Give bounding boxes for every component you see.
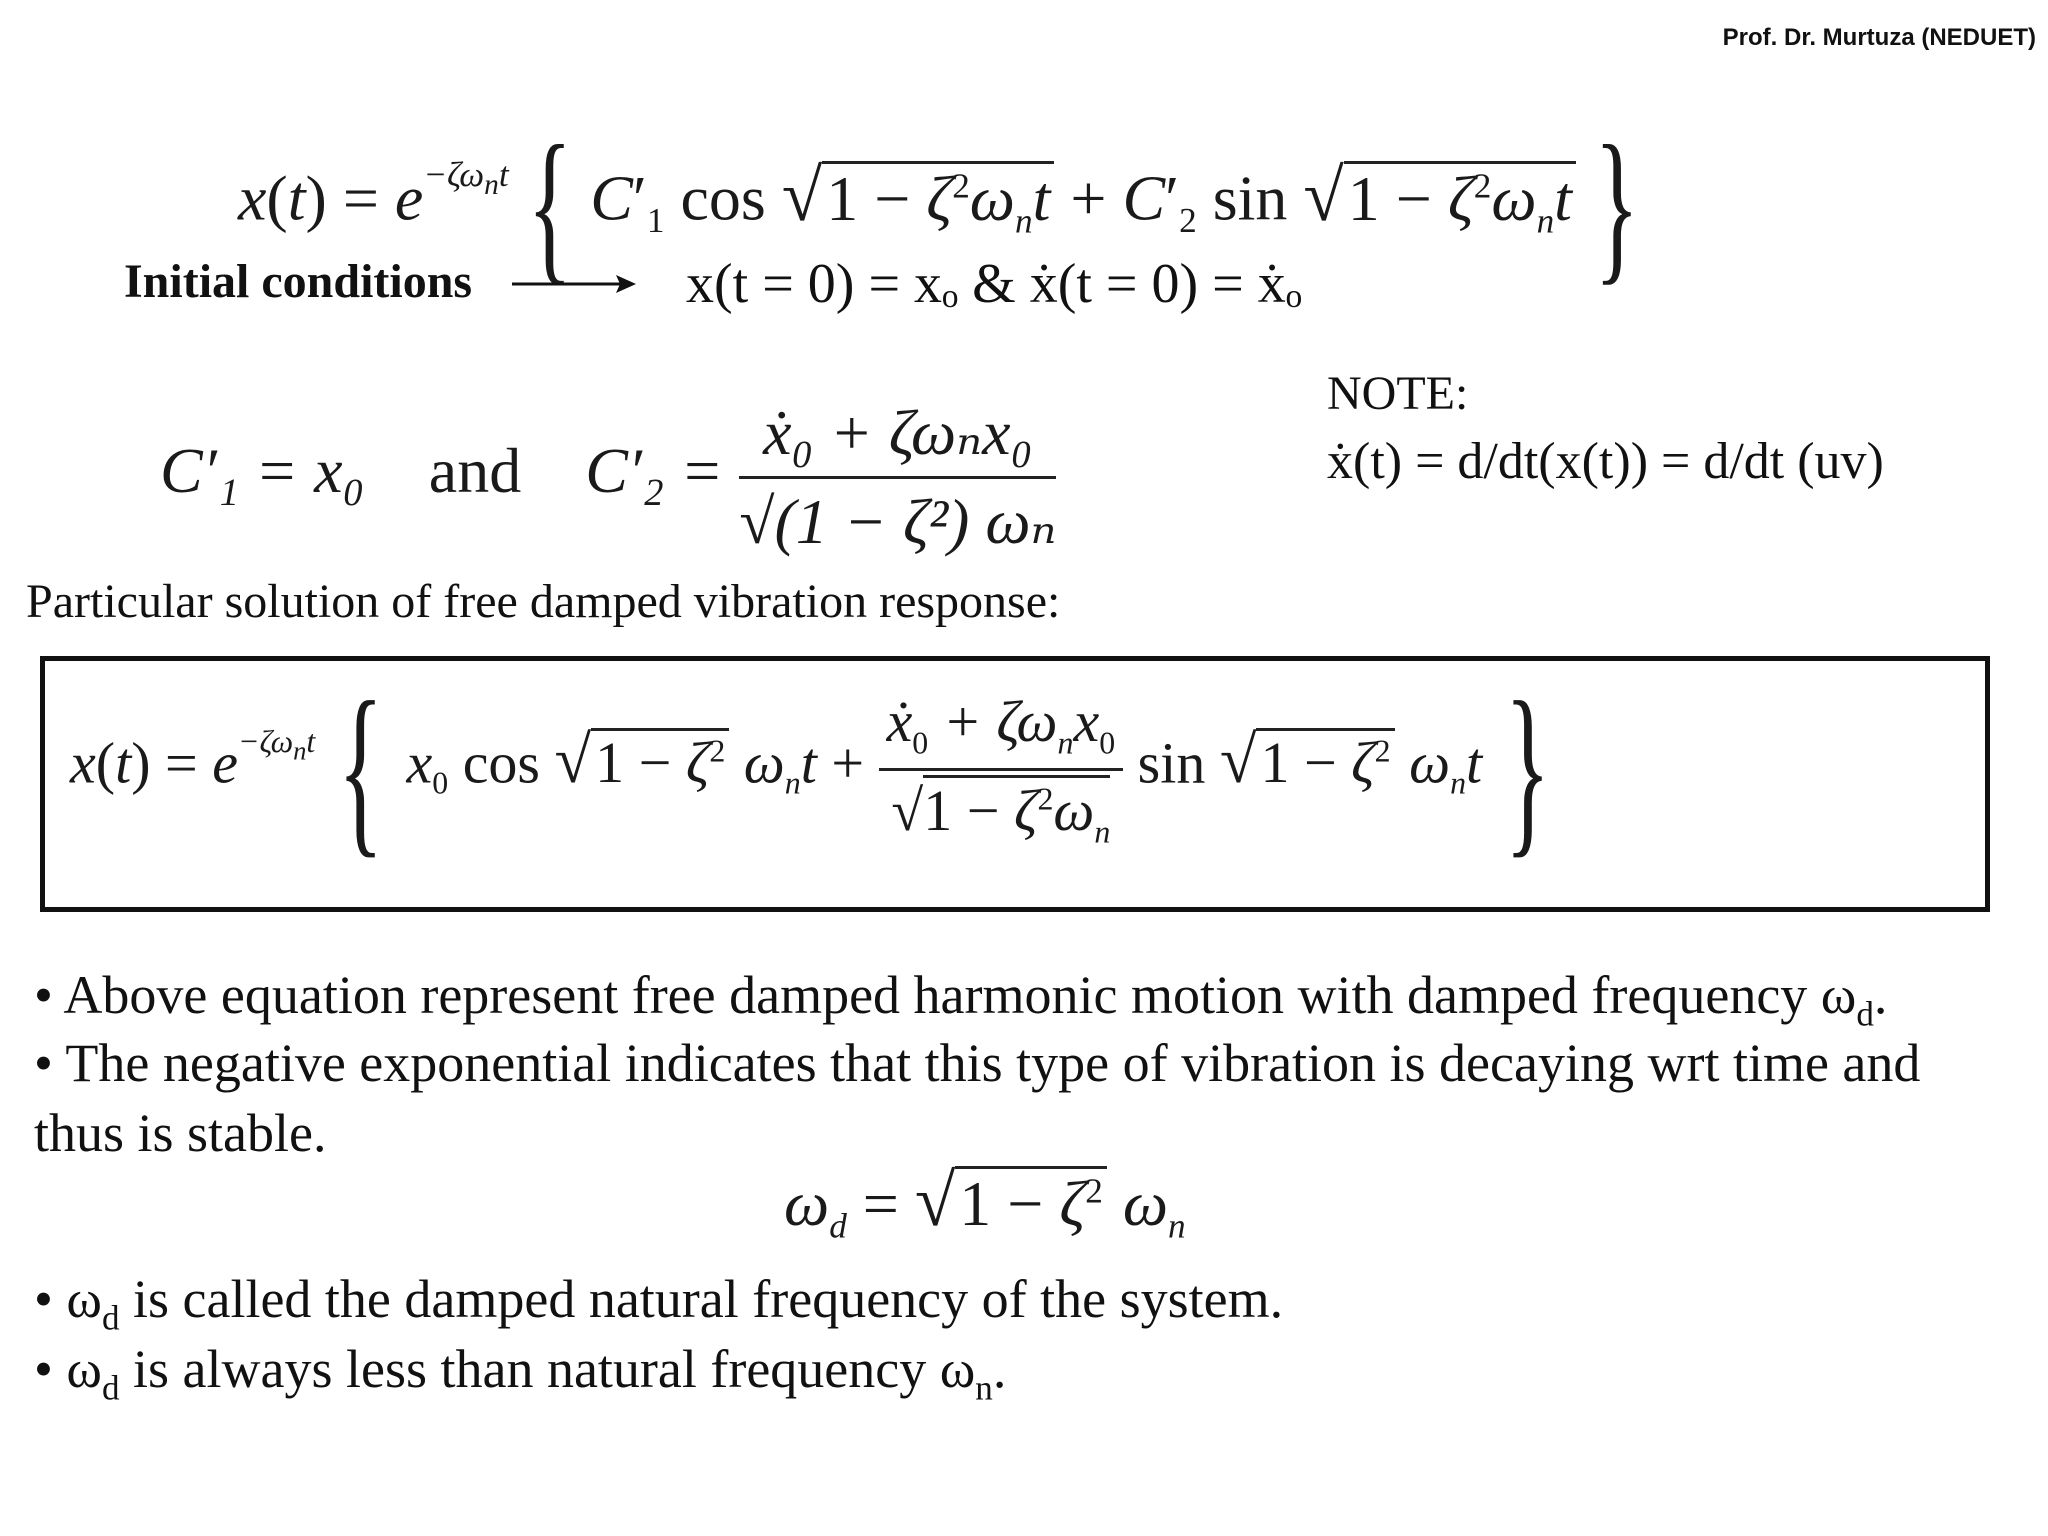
damped-frequency-equation: $\omega_d = √1 - \zeta^2$ $\omega_n$: [784, 1159, 1186, 1246]
bullet-damped-natural-frequency: • $\omega_d$ is called the damped natural frequency of the system.: [34, 1269, 1284, 1338]
bullet-negative-exponential: • The negative exponential indicates that this type of vibration is decaying wrt time and: [34, 1033, 1921, 1093]
and-word: and: [428, 435, 522, 507]
initial-conditions-equation: x(t = 0) = xₒ & ẋ(t = 0) = ẋₒ: [686, 253, 1302, 315]
c2-fraction: [739, 396, 1056, 559]
bullet-less-than-natural: • $\omega_d$ is always less than natural frequency $\omega_n$.: [34, 1339, 1007, 1408]
particular-solution-equation: $x(t) = e^{-\zeta\omega_nt}$ { $x_0$ $\cos √1 - \zeta^2$ $\omega_nt$ + $\frac{ẋ_0 + \zeta\omega_nx_0}{√1 - \zeta^2\omega_n}$ $\sin √1 - \zeta^2$ $\omega_nt$ }: [70, 664, 1551, 874]
c2-lhs: C′₂ =: [585, 435, 724, 507]
bullet-damped-motion: • Above equation represent free damped harmonic motion with damped frequency $\omega_d$.: [34, 965, 1888, 1034]
author-credit: Prof. Dr. Murtuza (NEDUET): [1722, 24, 2036, 51]
constants-equation: [160, 396, 1056, 559]
particular-solution-heading: Particular solution of free damped vibration response:: [26, 575, 1061, 628]
c1-expression: C′₁ = x₀: [160, 435, 365, 507]
initial-conditions-label: Initial conditions: [124, 255, 473, 308]
c2-denominator: √(1 − ζ²) ωₙ: [739, 486, 1057, 557]
right-arrow-icon: [512, 272, 636, 296]
c2-numerator: ẋ₀ + ζωₙx₀: [739, 396, 1056, 479]
note-derivative-line: ẋ(t) = d/dt(x(t)) = d/dt (uv): [1327, 433, 1884, 490]
general-solution-equation: $x(t) = e^{-\zeta\omega_nt}$ { $C'_1$ $\cos √1 - \zeta^2\omega_nt + C'_2$ $\sin √1 - \zeta^2\omega_nt$ }: [238, 111, 1640, 299]
note-label: NOTE:: [1327, 367, 1469, 420]
bullet-negative-exponential-cont: thus is stable.: [34, 1103, 327, 1163]
